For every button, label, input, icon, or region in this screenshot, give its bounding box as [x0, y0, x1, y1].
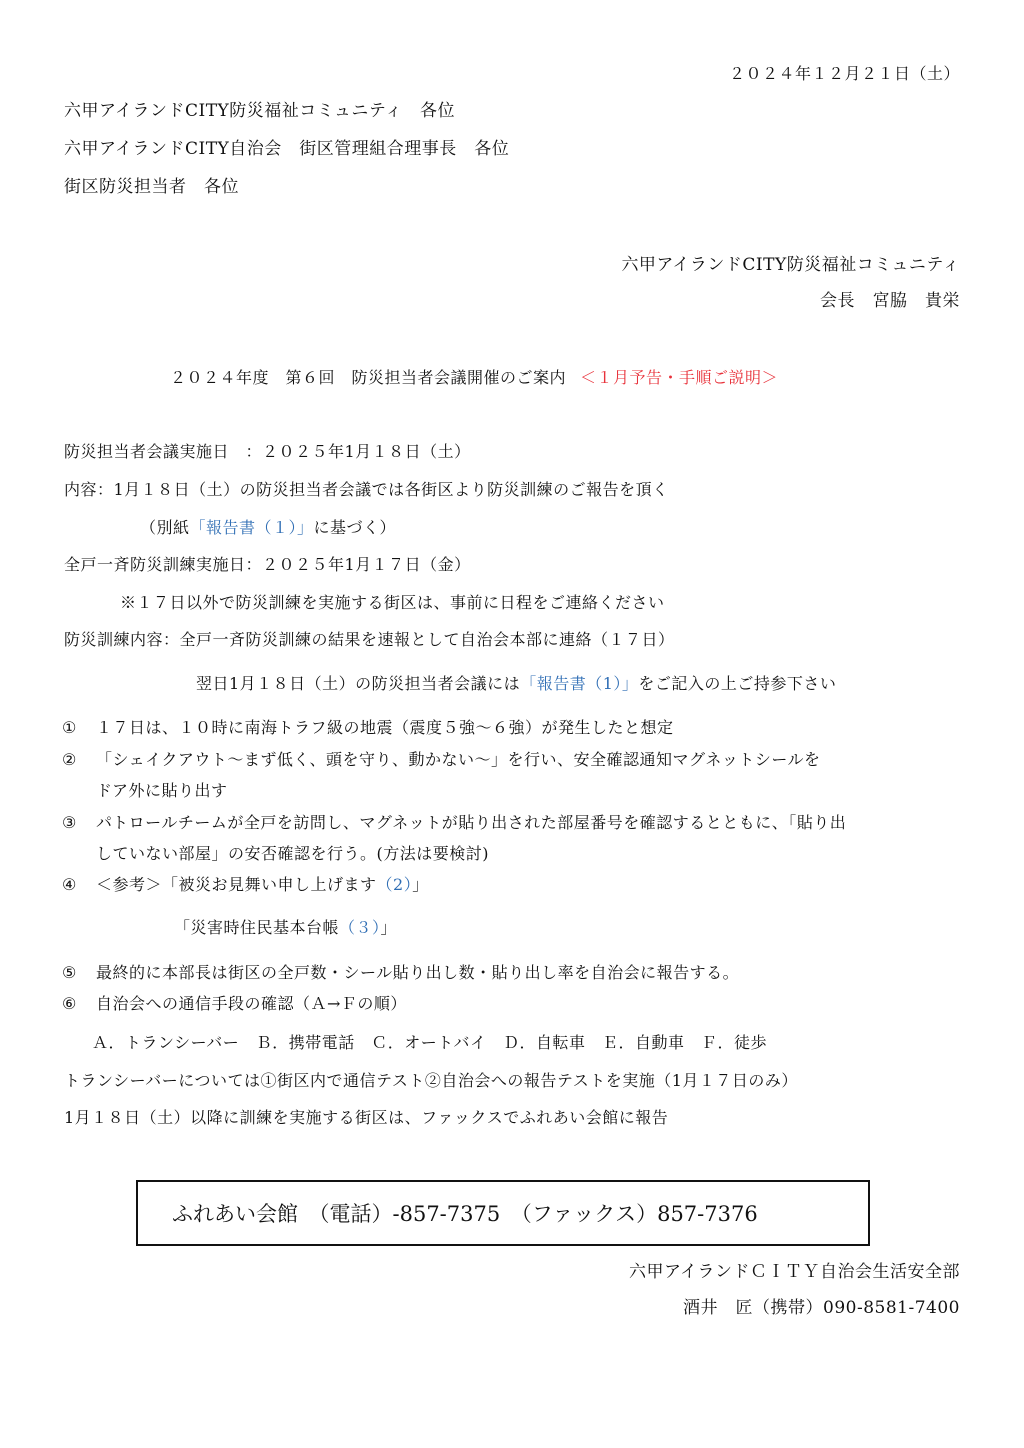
reference-link[interactable]: （2）	[376, 875, 413, 894]
next-day-note	[196, 676, 836, 692]
report-link[interactable]: 「報告書（1）」	[520, 674, 639, 693]
item-text: ドア外に貼り出す	[96, 781, 228, 800]
item-text: 自治会への通信手段の確認（Ａ→Ｆの順）	[96, 994, 407, 1013]
report-link[interactable]: 「報告書（１）」	[189, 518, 314, 537]
transceiver-note: トランシーバーについては①街区内で通信テスト②自治会への報告テストを実施（1月１７日のみ）	[64, 1071, 798, 1090]
item-text: パトロールチームが全戸を訪問し、マグネットが貼り出された部屋番号を確認するとともに、「貼り出	[96, 813, 847, 832]
recipient-line: 街区防災担当者 各位	[64, 177, 239, 197]
drill-note: ※１７日以外で防災訓練を実施する街区は、事前に日程をご連絡ください	[120, 593, 665, 612]
reference-text: ＜参考＞「被災お見舞い申し上げます	[96, 875, 377, 894]
next-day-pre: 翌日1月１８日（土）の防災担当者会議には	[196, 674, 521, 693]
recipient-line: 六甲アイランドCITY自治会 街区管理組合理事長 各位	[64, 139, 510, 159]
communication-options: Ａ．トランシーバー Ｂ．携帯電話 Ｃ．オートバイ Ｄ．自転車 Ｅ．自動車 Ｆ．徒歩	[92, 1033, 767, 1052]
item-text: １７日は、１０時に南海トラフ級の地震（震度５強～６強）が発生したと想定	[96, 718, 674, 737]
next-day-post: をご記入の上ご持参下さい	[638, 674, 837, 693]
fax-note: 1月１８日（土）以降に訓練を実施する街区は、ファックスでふれあい会館に報告	[64, 1108, 669, 1127]
meeting-date: 防災担当者会議実施日 ：２０２５年1月１８日（土）	[64, 442, 471, 461]
reference-close: 」	[380, 918, 398, 937]
drill-date: 全戸一斉防災訓練実施日：２０２５年1月１７日（金）	[64, 555, 471, 574]
item-number: ④	[62, 875, 77, 894]
title-notice: ＜１月予告・手順ご説明＞	[580, 368, 779, 387]
title-main: ２０２４年度 第６回 防災担当者会議開催のご案内	[170, 368, 567, 387]
item-number: ②	[62, 750, 77, 769]
reference-link[interactable]: （３）	[339, 918, 381, 937]
reference-close: 」	[412, 875, 429, 894]
attachment-note	[140, 520, 396, 536]
sender-name: 会長 宮脇 貴栄	[820, 291, 960, 311]
footer-contact: 酒井 匠（携帯）090-8581-7400	[683, 1298, 960, 1318]
item-number: ⑥	[62, 994, 77, 1013]
meeting-content: 内容：1月１８日（土）の防災担当者会議では各街区より防災訓練のご報告を頂く	[64, 480, 669, 499]
item-number: ①	[62, 718, 77, 737]
reference-text: 「災害時住民基本台帳	[174, 918, 340, 937]
drill-content: 防災訓練内容：全戸一斉防災訓練の結果を速報として自治会本部に連絡（１７日）	[64, 630, 675, 649]
item-number: ⑤	[62, 963, 77, 982]
document-title	[170, 370, 778, 386]
sender-org: 六甲アイランドCITY防災福祉コミュニティ	[621, 255, 960, 275]
recipient-line: 六甲アイランドCITY防災福祉コミュニティ 各位	[64, 101, 456, 121]
item-text: 「シェイクアウト～まず低く、頭を守り、動かない～」を行い、安全確認通知マグネットシールを	[96, 750, 821, 769]
date: ２０２４年１２月２１日（土）	[728, 64, 960, 83]
item-text	[96, 877, 429, 893]
item-text	[174, 920, 397, 936]
contact-text: ふれあい会館 （電話）-857-7375 （ファックス）857-7376	[172, 1202, 758, 1226]
attachment-post: に基づく）	[313, 518, 397, 537]
item-number: ③	[62, 813, 77, 832]
contact-box	[136, 1180, 870, 1246]
attachment-pre: （別紙	[140, 518, 190, 537]
item-text: 最終的に本部長は街区の全戸数・シール貼り出し数・貼り出し率を自治会に報告する。	[96, 963, 740, 982]
footer-department: 六甲アイランドＣＩＴＹ自治会生活安全部	[629, 1262, 960, 1282]
item-text: していない部屋」の安否確認を行う。(方法は要検討)	[96, 844, 489, 863]
